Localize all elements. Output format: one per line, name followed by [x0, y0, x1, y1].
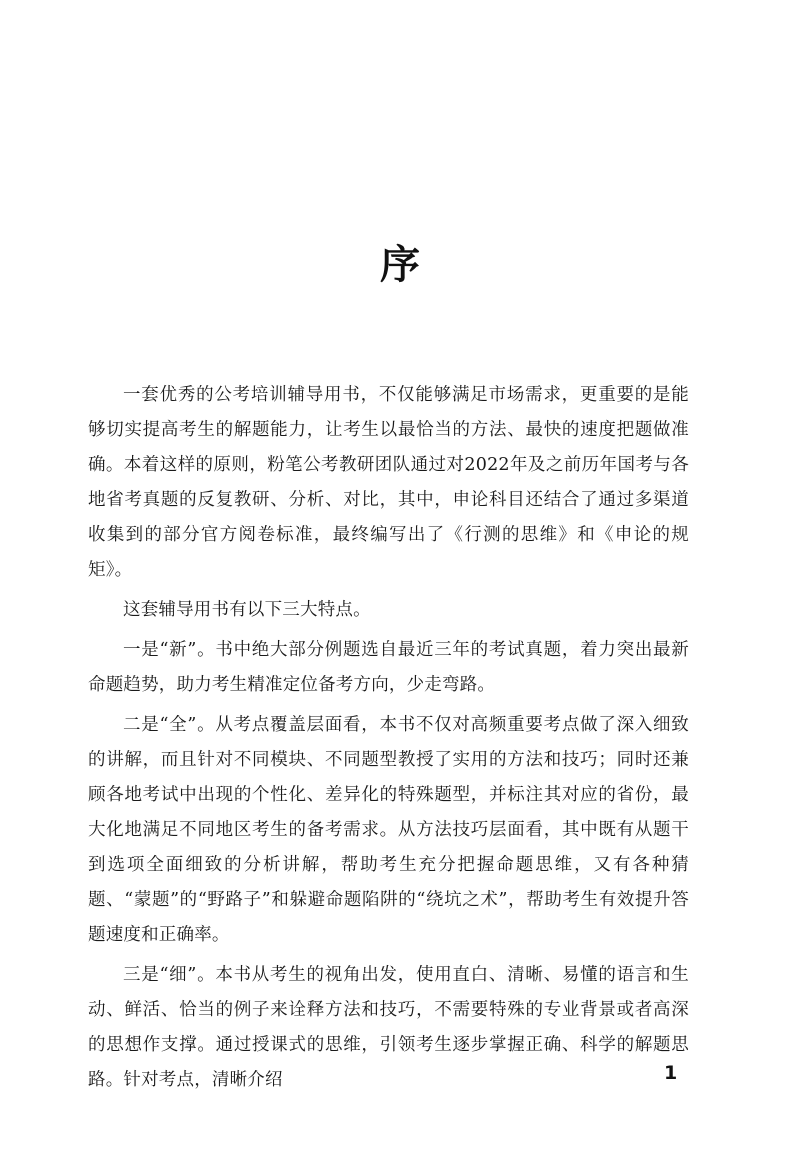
paragraph-features-lead: 这套辅导用书有以下三大特点。	[123, 600, 371, 620]
paragraph-intro: 一套优秀的公考培训辅导用书，不仅能够满足市场需求，更重要的是能够切实提高考生的解题能力，让考生以最恰当的方法、最快的速度把题做准确。本着这样的原则，粉笔公考教研团队通过对2022年及之前历年国考与各地省考真题的反复教研、分析、对比，其中，申论科目还结合了通过多渠道收集到的部分官方阅卷标准，最终编写出了《行测的思维》和《申论的规矩》。	[88, 385, 689, 580]
paragraph-feature-detailed: 三是“细”。本书从考生的视角出发，使用直白、清晰、易懂的语言和生动、鲜活、恰当的例子来诠释方法和技巧，不需要特殊的专业背景或者高深的思想作支撑。通过授课式的思维，引领考生逐步掌握正确、科学的解题思路。针对考点，清晰介绍	[88, 965, 689, 1090]
preface-body	[88, 378, 689, 1103]
paragraph-feature-complete: 二是“全”。从考点覆盖层面看，本书不仅对高频重要考点做了深入细致的讲解，而且针对不同模块、不同题型教授了实用的方法和技巧；同时还兼顾各地考试中出现的个性化、差异化的特殊题型，并标注其对应的省份，最大化地满足不同地区考生的备考需求。从方法技巧层面看，其中既有从题干到选项全面细致的分析讲解，帮助考生充分把握命题思维，又有各种猜题、“蒙题”的“野路子”和躲避命题陷阱的“绕坑之术”，帮助考生有效提升答题速度和正确率。	[88, 715, 689, 945]
paragraph-feature-new: 一是“新”。书中绝大部分例题选自最近三年的考试真题，着力突出最新命题趋势，助力考生精准定位备考方向，少走弯路。	[88, 640, 689, 695]
page-number: 1	[664, 1062, 678, 1084]
preface-title: 序	[380, 242, 420, 288]
